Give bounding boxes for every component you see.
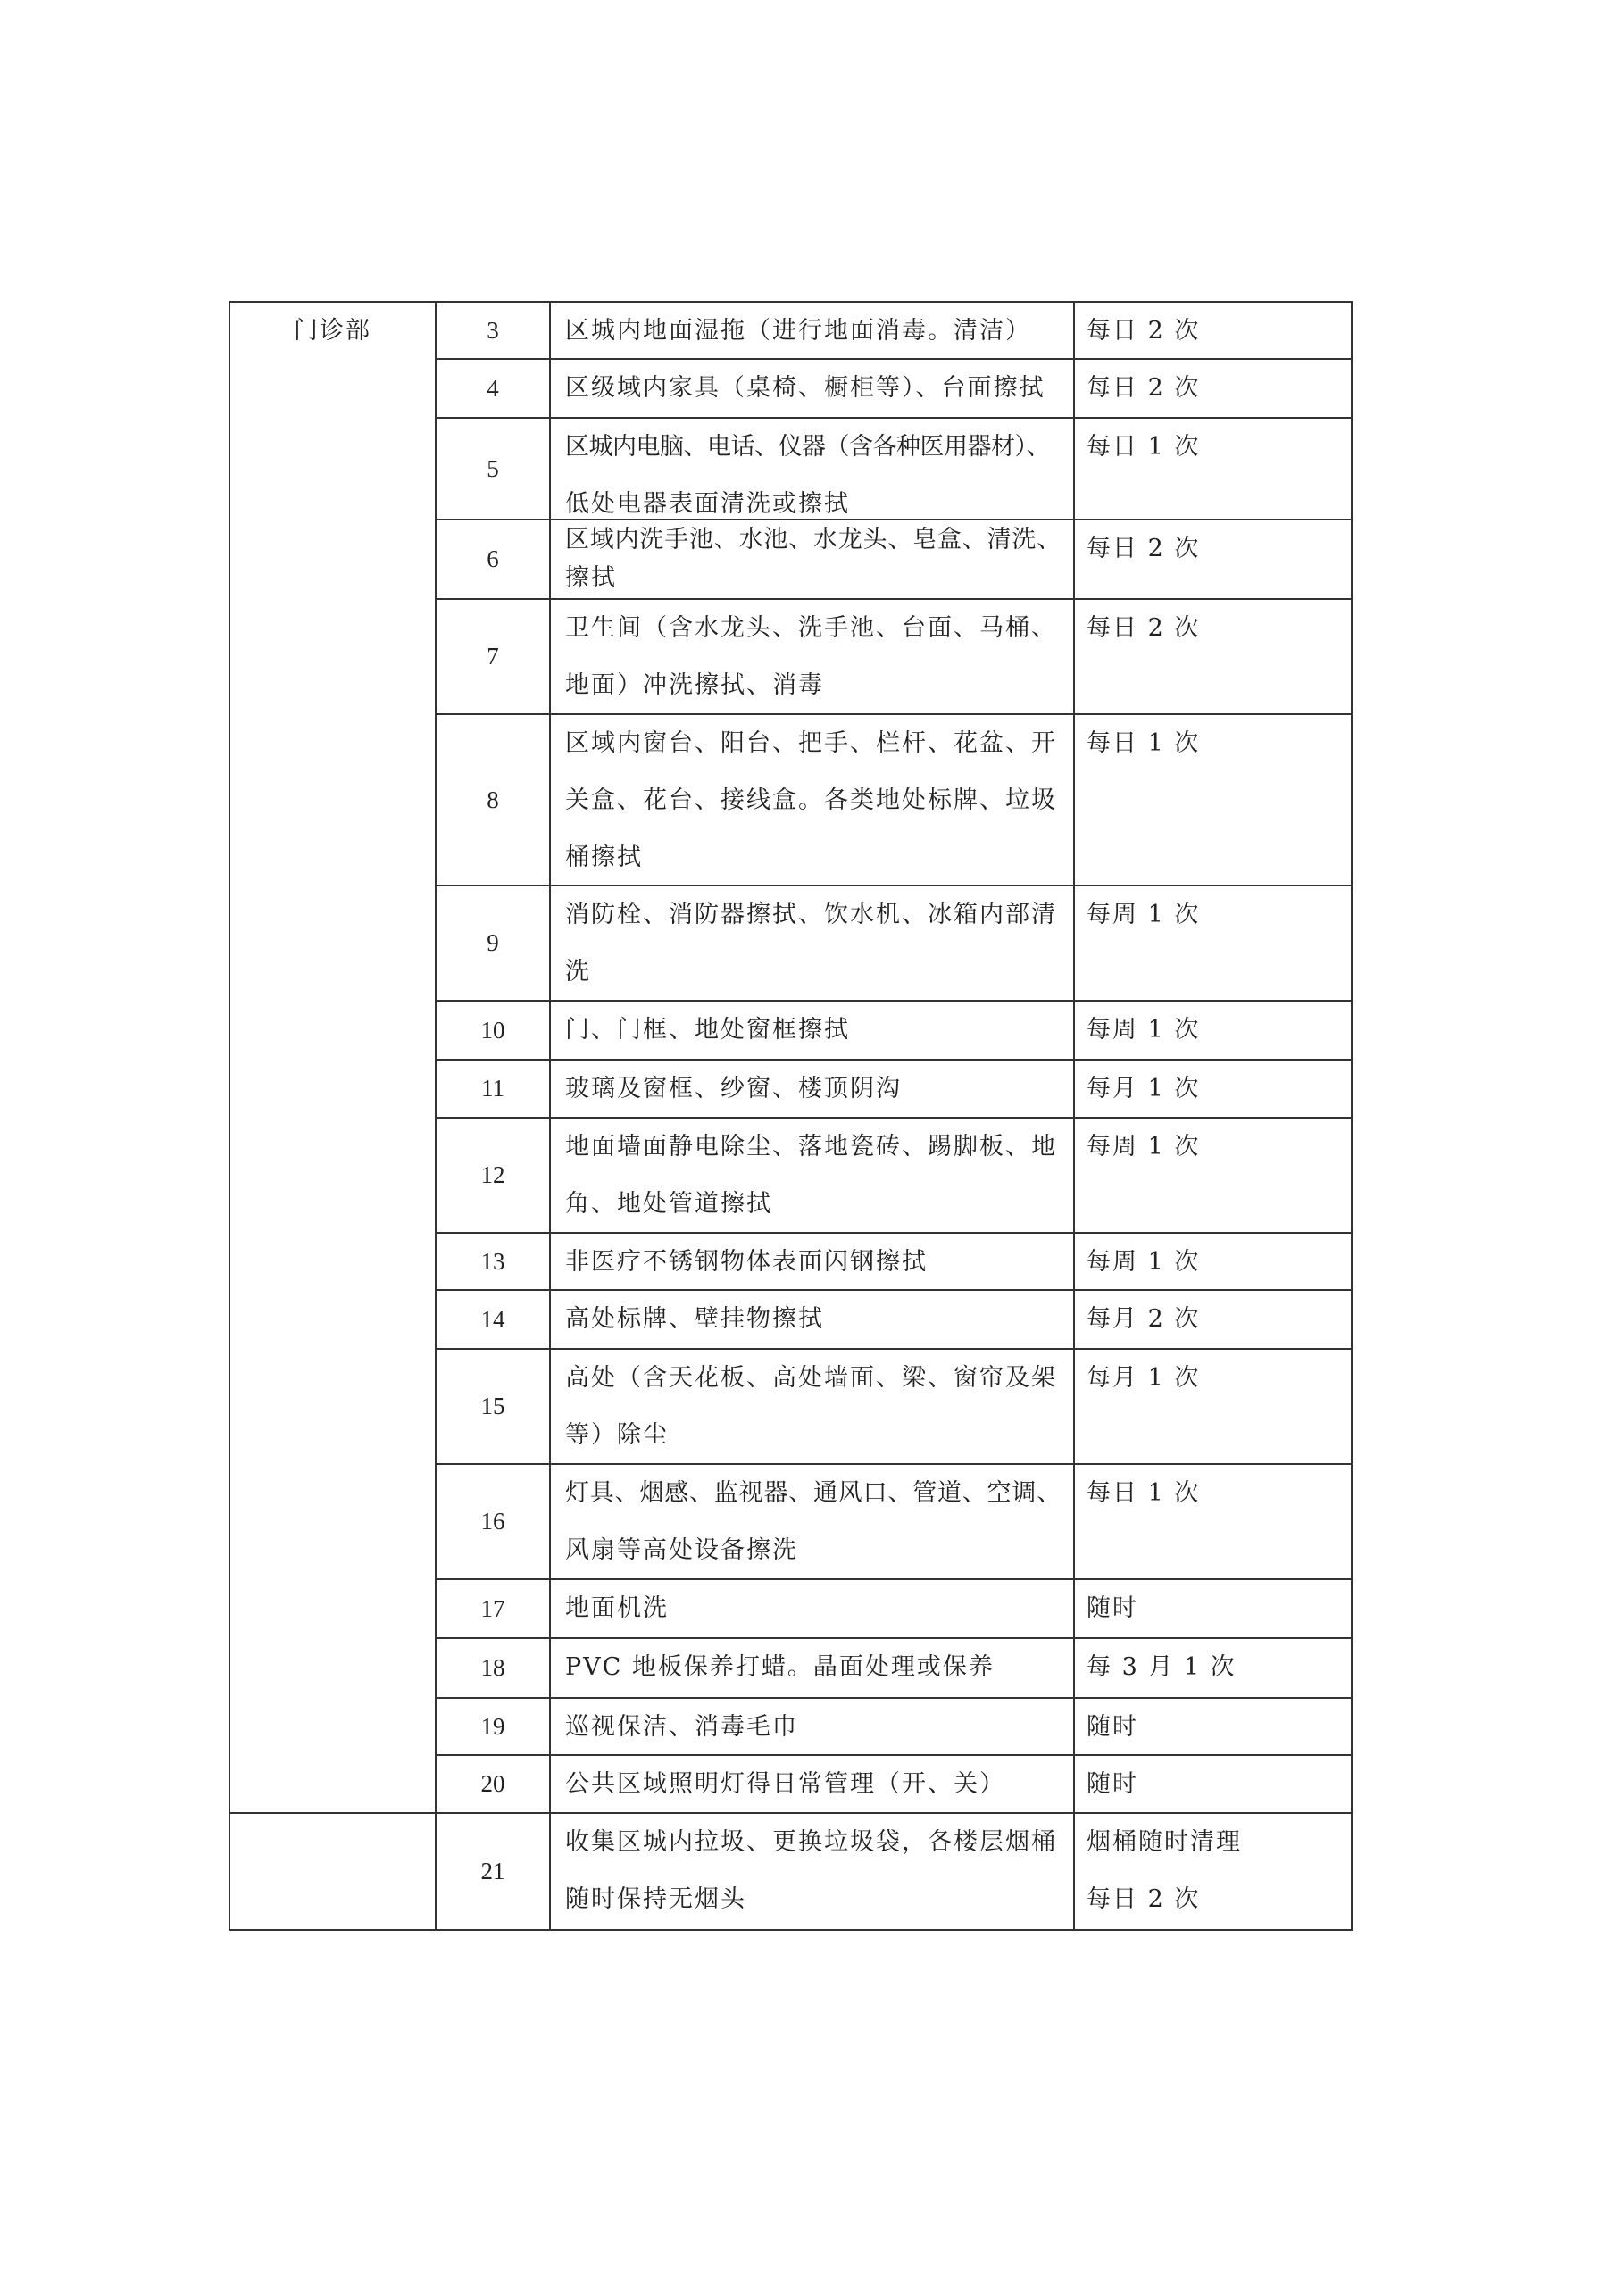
frequency-line: 每周 1 次 (1087, 1248, 1201, 1276)
item-frequency (1075, 1580, 1351, 1637)
item-frequency (1075, 1814, 1351, 1929)
item-description (551, 886, 1075, 1000)
item-number: 19 (437, 1699, 551, 1754)
item-number: 10 (437, 1002, 551, 1059)
item-description (551, 1291, 1075, 1348)
item-number: 12 (437, 1119, 551, 1232)
table-row (437, 1639, 1351, 1699)
item-frequency (1075, 1639, 1351, 1697)
item-frequency (1075, 1119, 1351, 1232)
item-number: 18 (437, 1639, 551, 1697)
item-description (551, 1699, 1075, 1754)
description-line: 地面机洗 (565, 1594, 669, 1622)
cleaning-schedule-table (229, 301, 1353, 1931)
description-line: 公共区域照明灯得日常管理（开、关） (565, 1770, 1005, 1798)
item-description (551, 1119, 1075, 1232)
item-frequency (1075, 520, 1351, 598)
department-cell: 门诊部 (230, 303, 437, 1814)
item-description (551, 1756, 1075, 1812)
item-frequency (1075, 1699, 1351, 1754)
item-frequency (1075, 886, 1351, 1000)
description-line: 等）除尘 (565, 1421, 669, 1449)
table-row (437, 1465, 1351, 1580)
frequency-line: 每月 2 次 (1087, 1305, 1201, 1333)
frequency-line: 随时 (1087, 1713, 1138, 1741)
item-number: 3 (437, 303, 551, 358)
item-number: 20 (437, 1756, 551, 1812)
description-line: 高处标牌、壁挂物擦拭 (565, 1305, 824, 1333)
item-number: 13 (437, 1234, 551, 1289)
item-number: 21 (437, 1814, 551, 1929)
table-row (437, 1061, 1351, 1119)
table-row (437, 520, 1351, 600)
frequency-line: 每日 2 次 (1087, 614, 1201, 642)
description-line: 门、门框、地处窗框擦拭 (565, 1016, 850, 1044)
frequency-line: 每周 1 次 (1087, 901, 1201, 928)
item-number: 14 (437, 1291, 551, 1348)
description-line: 消防栓、消防器擦拭、饮水机、冰箱内部清 (565, 901, 1057, 928)
table-row (437, 1814, 1351, 1929)
table-row (437, 419, 1351, 520)
description-line: 擦拭 (565, 564, 617, 592)
table-row (437, 303, 1351, 360)
table-row (437, 1119, 1351, 1234)
description-line: 收集区城内拉圾、更换垃圾袋，各楼层烟桶 (565, 1828, 1057, 1856)
description-line: 桶擦拭 (565, 844, 643, 871)
item-frequency (1075, 419, 1351, 519)
description-line: 区域内洗手池、水池、水龙头、皂盒、清洗、 (565, 526, 1062, 553)
item-description (551, 360, 1075, 417)
item-frequency (1075, 360, 1351, 417)
table-row (437, 1002, 1351, 1061)
description-line: 灯具、烟感、监视器、通风口、管道、空调、 (565, 1479, 1062, 1507)
description-line: 高处（含天花板、高处墙面、梁、窗帘及架 (565, 1364, 1057, 1392)
item-number: 7 (437, 600, 551, 713)
description-line: 区城内电脑、电话、仪器（含各种医用器材）、 (565, 433, 1050, 461)
table-row (437, 360, 1351, 419)
item-description (551, 1814, 1075, 1929)
table-row (437, 1580, 1351, 1639)
item-frequency (1075, 715, 1351, 885)
frequency-line: 随时 (1087, 1594, 1138, 1622)
description-line: 随时保持无烟头 (565, 1885, 746, 1913)
item-number: 9 (437, 886, 551, 1000)
item-number: 15 (437, 1350, 551, 1463)
description-line: 洗 (565, 958, 591, 986)
description-line: 关盒、花台、接线盒。各类地处标牌、垃圾 (565, 786, 1057, 814)
item-frequency (1075, 1291, 1351, 1348)
item-number: 4 (437, 360, 551, 417)
item-description (551, 419, 1075, 519)
description-line: PVC 地板保养打蜡。晶面处理或保养 (565, 1653, 995, 1681)
item-description (551, 1580, 1075, 1637)
table-row (437, 1699, 1351, 1756)
description-line: 卫生间（含水龙头、洗手池、台面、马桶、 (565, 614, 1057, 642)
item-description (551, 1639, 1075, 1697)
table-row (437, 1234, 1351, 1291)
frequency-line: 每日 1 次 (1087, 729, 1201, 757)
frequency-line: 每日 2 次 (1087, 1885, 1201, 1913)
frequency-line: 每日 1 次 (1087, 433, 1201, 461)
frequency-line: 每日 2 次 (1087, 317, 1201, 345)
table-row (437, 886, 1351, 1002)
item-number: 6 (437, 520, 551, 598)
description-line: 风扇等高处设备擦洗 (565, 1536, 798, 1564)
item-number: 16 (437, 1465, 551, 1578)
item-frequency (1075, 1234, 1351, 1289)
item-number: 8 (437, 715, 551, 885)
item-description (551, 600, 1075, 713)
frequency-line: 每日 2 次 (1087, 535, 1201, 562)
description-line: 低处电器表面清洗或擦拭 (565, 490, 850, 518)
frequency-line: 每月 1 次 (1087, 1364, 1201, 1392)
item-frequency (1075, 1061, 1351, 1117)
description-line: 角、地处管道擦拭 (565, 1190, 772, 1218)
table-row (437, 715, 1351, 886)
item-frequency (1075, 1465, 1351, 1578)
frequency-line: 每日 2 次 (1087, 374, 1201, 402)
department-cell-empty (230, 1814, 437, 1929)
frequency-line: 每周 1 次 (1087, 1016, 1201, 1044)
table-row (437, 1756, 1351, 1814)
item-description (551, 1234, 1075, 1289)
item-number: 17 (437, 1580, 551, 1637)
frequency-line: 随时 (1087, 1770, 1138, 1798)
description-line: 非医疗不锈钢物体表面闪钢擦拭 (565, 1248, 928, 1276)
frequency-line: 每周 1 次 (1087, 1133, 1201, 1160)
item-number: 11 (437, 1061, 551, 1117)
item-description (551, 520, 1075, 598)
frequency-line: 每 3 月 1 次 (1087, 1653, 1237, 1681)
description-line: 地面墙面静电除尘、落地瓷砖、踢脚板、地 (565, 1133, 1057, 1160)
description-line: 区级域内家具（桌椅、橱柜等）、台面擦拭 (565, 374, 1045, 402)
item-description (551, 1465, 1075, 1578)
item-description (551, 1002, 1075, 1059)
description-line: 玻璃及窗框、纱窗、楼顶阴沟 (565, 1075, 902, 1102)
table-body (437, 303, 1351, 1929)
description-line: 区城内地面湿拖（进行地面消毒。清洁） (565, 317, 1031, 345)
item-description (551, 1061, 1075, 1117)
description-line: 巡视保洁、消毒毛巾 (565, 1713, 798, 1741)
item-frequency (1075, 1002, 1351, 1059)
item-description (551, 715, 1075, 885)
table-row (437, 600, 1351, 715)
item-frequency (1075, 1350, 1351, 1463)
item-frequency (1075, 1756, 1351, 1812)
frequency-line: 烟桶随时清理 (1087, 1828, 1242, 1856)
frequency-line: 每月 1 次 (1087, 1075, 1201, 1102)
table-row (437, 1291, 1351, 1350)
item-description (551, 303, 1075, 358)
item-number: 5 (437, 419, 551, 519)
table-row (437, 1350, 1351, 1465)
item-frequency (1075, 600, 1351, 713)
frequency-line: 每日 1 次 (1087, 1479, 1201, 1507)
item-description (551, 1350, 1075, 1463)
description-line: 地面）冲洗擦拭、消毒 (565, 671, 824, 699)
description-line: 区域内窗台、阳台、把手、栏杆、花盆、开 (565, 729, 1057, 757)
item-frequency (1075, 303, 1351, 358)
